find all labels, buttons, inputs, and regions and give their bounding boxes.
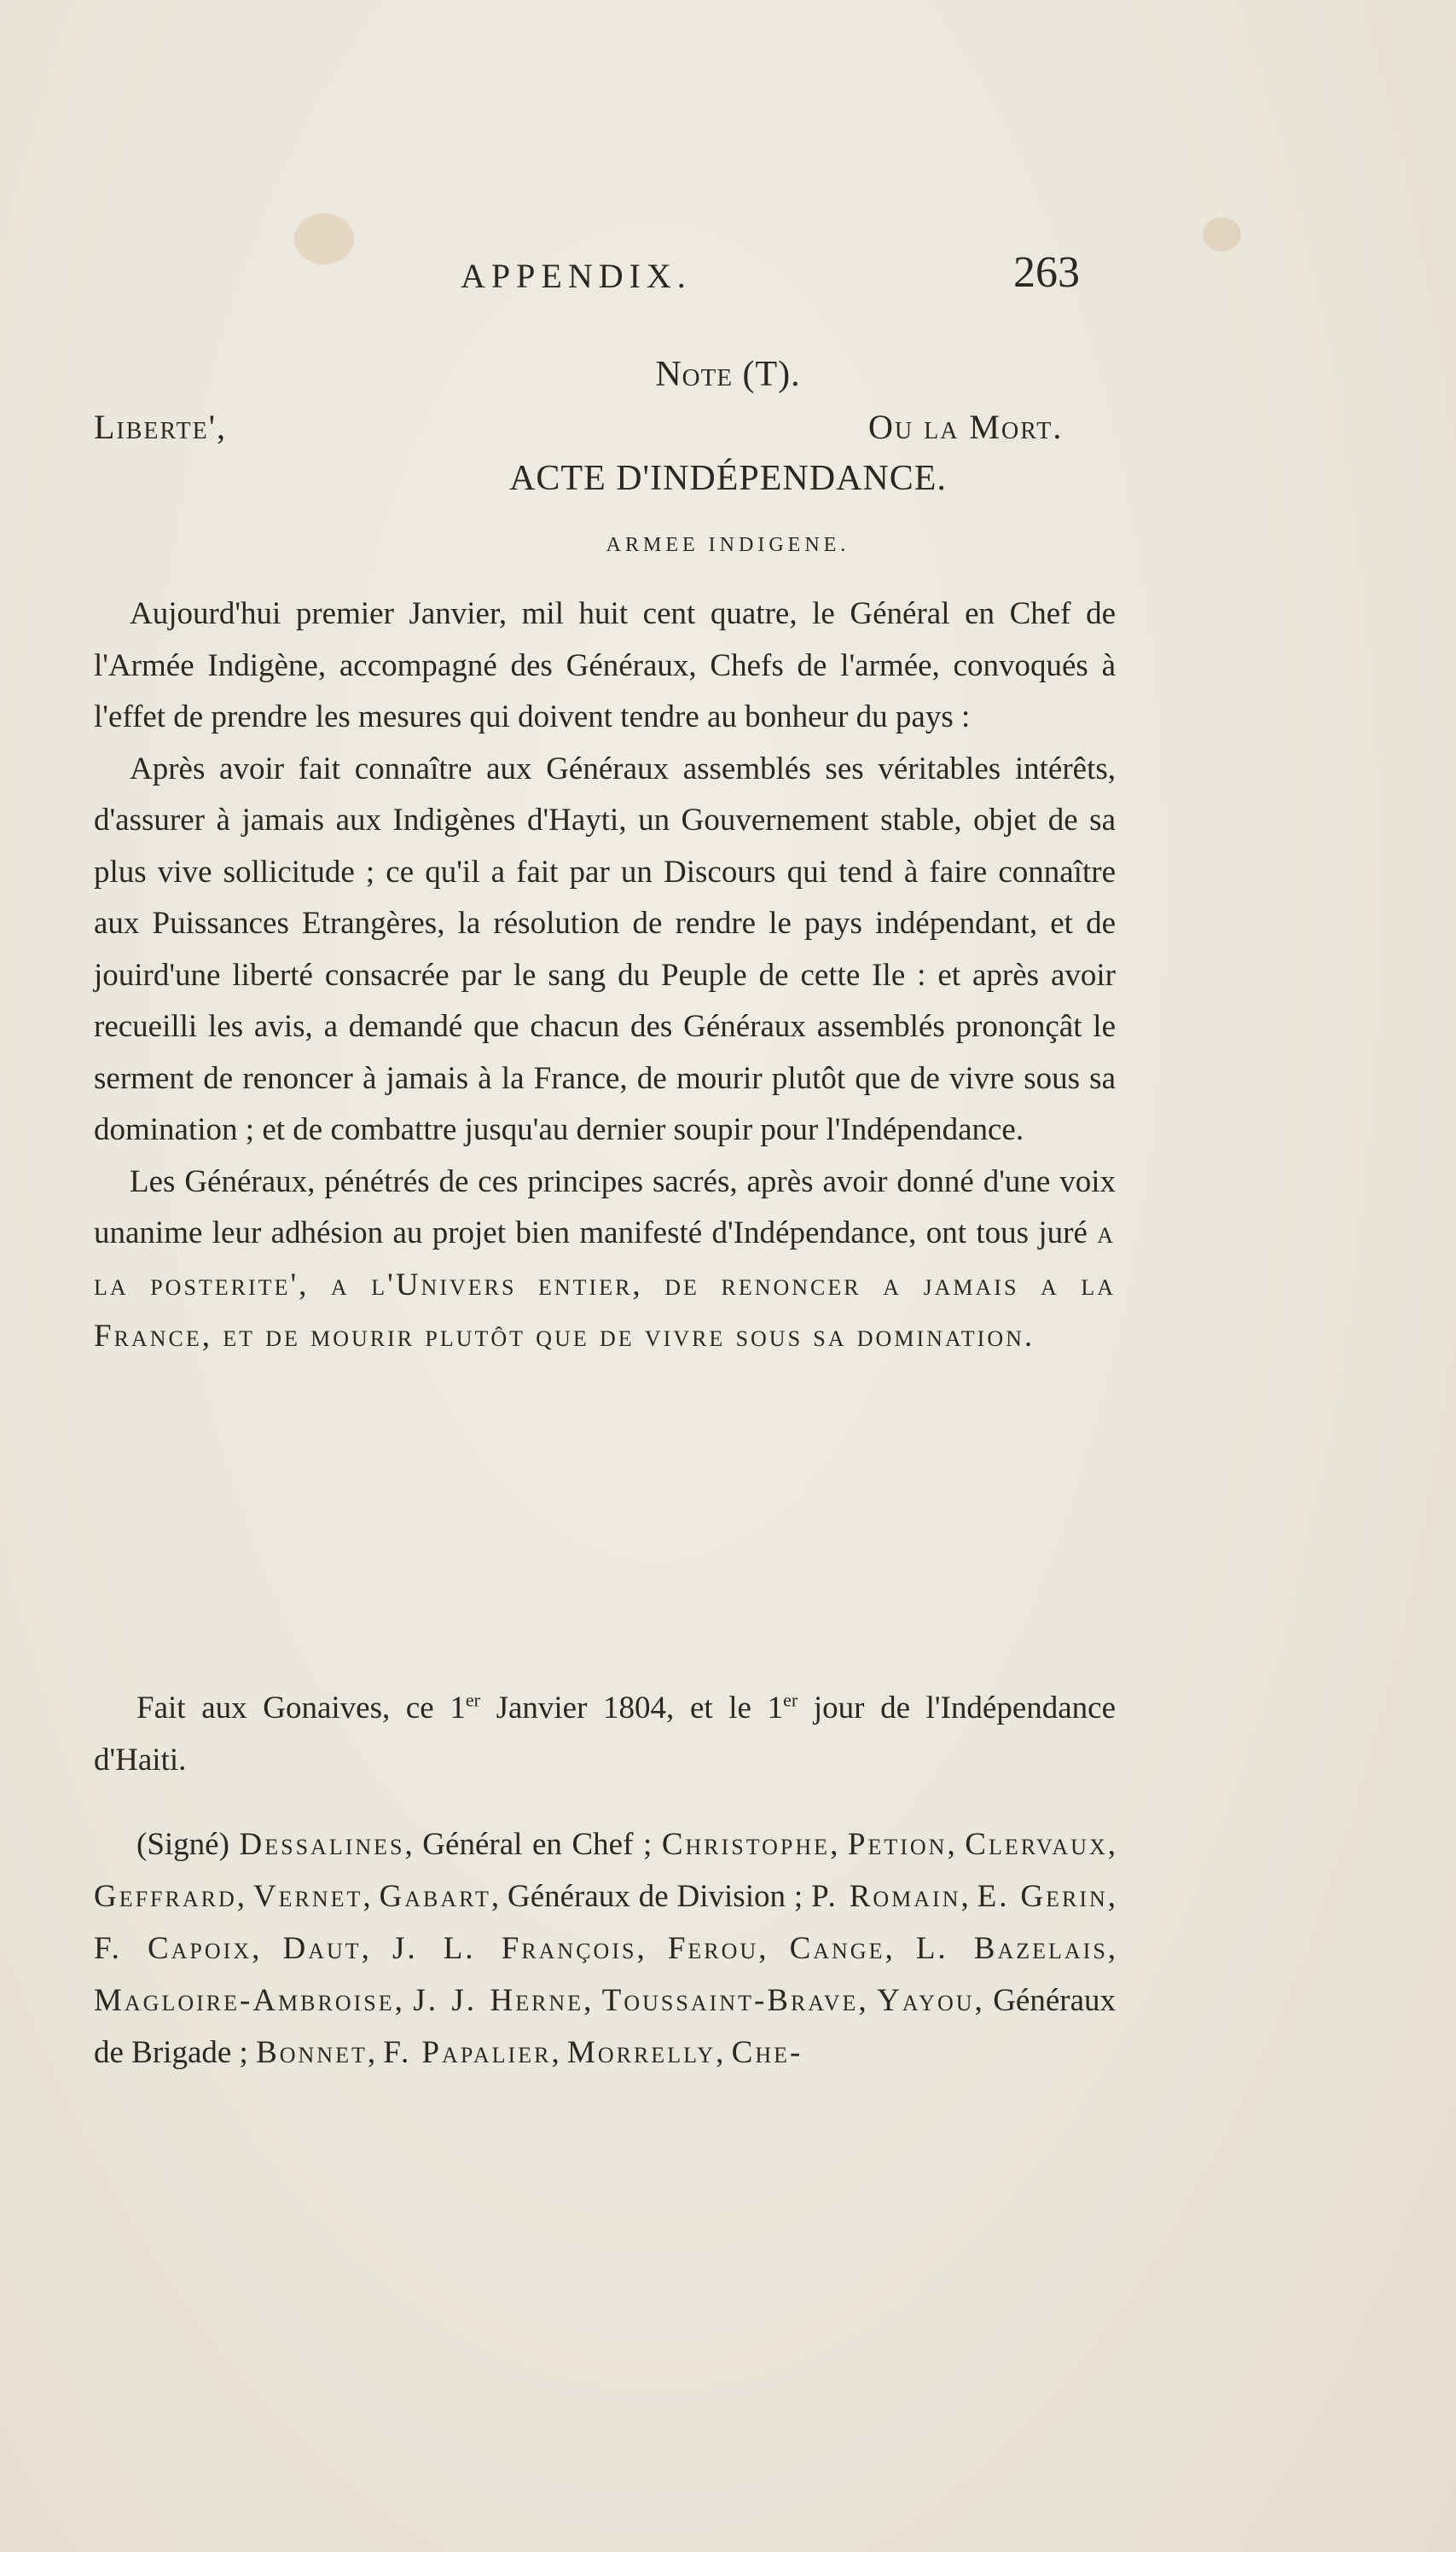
signatory-name: E. Gerin [977, 1879, 1108, 1914]
separator: , [636, 1931, 668, 1966]
signatory-name: Gabart [379, 1879, 491, 1914]
separator: , [551, 2035, 567, 2070]
paragraph: Après avoir fait connaître aux Généraux assemblés ses véritables intérêts, d'assurer à jamais aux Indigènes d'Hayti, un Gouvernement stable, objet de sa plus vive sollicitude ; ce qu'il a fait par un Discours qui tend à faire connaître aux Puissances Etrangères, la résolution de rendre le pays indépendant, et de jouird'une liberté consacrée par le sang du Peuple de cette Ile : et après avoir recueilli les avis, a demandé que chacun des Généraux assemblés prononçât le serment de renoncer à jamais à la France, de mourir plutôt que de vivre sous sa domination ; et de combattre jusqu'au dernier soupir pour l'Indépendance. [94, 751, 1116, 1147]
signe-label: (Signé) [136, 1827, 229, 1862]
separator: , [367, 2035, 384, 2070]
separator: , [252, 1931, 283, 1966]
separator: , [363, 1879, 380, 1914]
separator: , [1107, 1879, 1117, 1914]
act-body [94, 589, 1116, 1363]
ordinal-suffix: er [783, 1689, 798, 1711]
separator: , [830, 1827, 848, 1862]
signatory-name: Ferou [667, 1931, 759, 1966]
signatory-name: L. Bazelais [915, 1931, 1108, 1966]
separator: , [947, 1827, 966, 1862]
separator: , [361, 1931, 393, 1966]
signatory-name: Magloire-Ambroise [94, 1983, 395, 2018]
signatory-name: F. Papalier [383, 2035, 552, 2070]
paragraph: Aujourd'hui premier Janvier, mil huit cent quatre, le Général en Chef de l'Armée Indigène, accompagné des Généraux, Chefs de l'armée, convoqués à l'effet de prendre les mesures qui doivent tendre au bonheur du pays : [94, 596, 1116, 734]
ordinal-suffix: er [465, 1689, 480, 1711]
dating-prefix: Fait aux Gonaives, ce 1 [136, 1691, 466, 1726]
motto-liberte: Liberte', [94, 408, 227, 446]
paragraph-text: Les Généraux, pénétrés de ces principes sacrés, après avoir donné d'une voix unanime leur adhésion au projet bien manifesté d'Indépendance, ont tous juré [94, 1163, 1116, 1250]
running-title: APPENDIX. [461, 257, 692, 295]
foxing-spot [1203, 218, 1241, 252]
signatory-name: Morrelly [566, 2035, 716, 2070]
signatory-name: J. J. Herne [413, 1983, 584, 2018]
page-number: 263 [1013, 248, 1080, 297]
separator: , [960, 1879, 977, 1914]
signatory-name: Dessalines [239, 1827, 405, 1862]
separator: , Général en Chef ; [404, 1827, 662, 1862]
separator: , [1107, 1827, 1116, 1862]
signatory-name: Clervaux [965, 1827, 1108, 1862]
signatory-name: Yayou [877, 1983, 975, 2018]
signatory-name: Toussaint-Brave [601, 1983, 859, 2018]
separator: , [758, 1931, 790, 1966]
signatory-name: Che- [731, 2035, 803, 2070]
separator: , [858, 1983, 878, 2018]
page-header [0, 248, 1456, 307]
signatory-name: Bonnet [256, 2035, 368, 2070]
separator: , Généraux de Division ; [490, 1879, 812, 1914]
dating-paragraph [94, 1683, 1116, 1786]
signatory-name: J. L. François [392, 1931, 637, 1966]
signatory-name: P. Romain [811, 1879, 961, 1914]
separator: , [885, 1931, 916, 1966]
dating-middle: Janvier 1804, et le 1 [479, 1691, 784, 1726]
motto-ou-la-mort: Ou la Mort. [868, 408, 1064, 446]
signatory-name: F. Capoix [94, 1931, 252, 1966]
separator: , Généraux de Brigade ; [94, 1983, 1117, 2070]
signatory-name: Cange [789, 1931, 885, 1966]
act-title: ACTE D'INDÉPENDANCE. [509, 459, 947, 498]
signatory-name: Christophe [661, 1827, 831, 1862]
separator: , [236, 1879, 253, 1914]
paragraph [94, 1157, 1116, 1363]
signatory-name: Geffrard [94, 1879, 237, 1914]
signatory-name: Petion [847, 1827, 948, 1862]
note-title: Note (T). [655, 355, 801, 394]
dating-suffix: jour de l'Indépendance d'Haiti. [94, 1691, 1117, 1778]
separator: , [1107, 1931, 1117, 1966]
separator: , [394, 1983, 414, 2018]
separator: , [583, 1983, 602, 2018]
oath-text: a la posterite', a l'Univers entier, de renoncer a jamais a la France, et de mourir plutôt que de vivre sous sa domination. [94, 1215, 1117, 1354]
signatory-name: Vernet [252, 1879, 363, 1914]
signatures-paragraph [94, 1818, 1116, 2079]
signatory-name: Daut [282, 1931, 362, 1966]
army-heading: ARMEE INDIGENE. [606, 534, 850, 556]
separator: , [716, 2035, 732, 2070]
